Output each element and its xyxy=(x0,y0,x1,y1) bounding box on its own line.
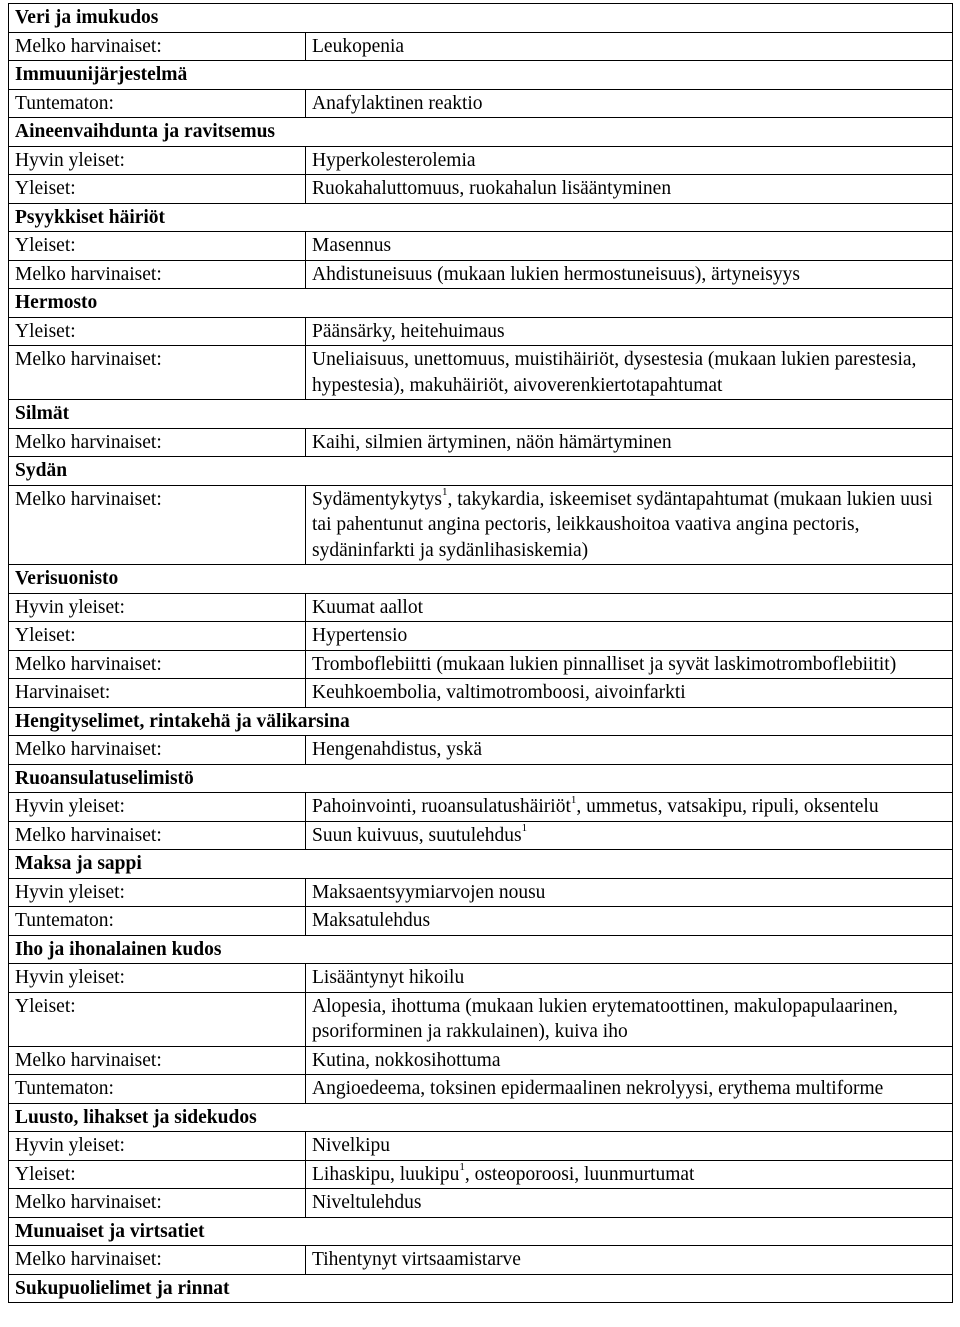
effect-text: Alopesia, ihottuma (mukaan lukien erytematoottinen, makulopapulaarinen, psoriforminen ja rakkulainen), kuiva iho xyxy=(312,995,898,1042)
table-row xyxy=(9,622,953,651)
section-header-row xyxy=(9,61,953,90)
section-header-row xyxy=(9,1103,953,1132)
frequency-cell: Melko harvinaiset: xyxy=(9,485,306,565)
effect-text: Kaihi, silmien ärtyminen, näön hämärtyminen xyxy=(312,431,672,453)
section-header-row xyxy=(9,764,953,793)
frequency-cell: Melko harvinaiset: xyxy=(9,821,306,850)
table-row xyxy=(9,679,953,708)
table-row xyxy=(9,89,953,118)
frequency-cell: Melko harvinaiset: xyxy=(9,32,306,61)
frequency-cell: Yleiset: xyxy=(9,317,306,346)
table-row xyxy=(9,793,953,822)
effect-text: Hengenahdistus, yskä xyxy=(312,739,483,760)
table-row xyxy=(9,878,953,907)
effect-text: Pahoinvointi, ruoansulatushäiriöt xyxy=(312,796,571,817)
section-header-row xyxy=(9,4,953,33)
table-row xyxy=(9,964,953,993)
effect-cell xyxy=(306,146,953,175)
effect-text: Kutina, nokkosihottuma xyxy=(312,1049,501,1071)
effect-text: Anafylaktinen reaktio xyxy=(312,92,483,114)
effect-cell xyxy=(306,1046,953,1075)
effect-text: Keuhkoembolia, valtimotromboosi, aivoinfarkti xyxy=(312,682,686,703)
effect-text: Niveltulehdus xyxy=(312,1192,422,1213)
effect-cell xyxy=(306,992,953,1046)
frequency-cell: Melko harvinaiset: xyxy=(9,260,306,289)
frequency-cell: Yleiset: xyxy=(9,1160,306,1189)
table-row xyxy=(9,821,953,850)
effect-cell xyxy=(306,793,953,822)
effect-text: Uneliaisuus, unettomuus, muistihäiriöt, dysestesia (mukaan lukien parestesia, hypestesia), makuhäiriöt, aivoverenkiertotapahtumat xyxy=(312,349,917,396)
effect-text-continued: , takykardia, iskeemiset sydäntapahtumat (mukaan lukien uusi tai pahentunut angina pectoris, leikkaushoitoa vaativa angina pectoris, sydäninfarkti ja sydänlihasiskemia) xyxy=(312,488,933,561)
table-row xyxy=(9,175,953,204)
frequency-cell: Tuntematon: xyxy=(9,907,306,936)
effect-cell xyxy=(306,32,953,61)
effect-text: Ahdistuneisuus (mukaan lukien hermostuneisuus), ärtyneisyys xyxy=(312,263,800,285)
effect-cell xyxy=(306,1075,953,1104)
footnote-marker: 1 xyxy=(442,486,448,498)
effect-text: Maksaentsyymiarvojen nousu xyxy=(312,881,546,903)
frequency-cell: Hyvin yleiset: xyxy=(9,593,306,622)
section-title: Luusto, lihakset ja sidekudos xyxy=(9,1103,953,1132)
effect-text: Lihaskipu, luukipu xyxy=(312,1163,460,1185)
effect-text: Angioedeema, toksinen epidermaalinen nekrolyysi, erythema multiforme xyxy=(312,1078,884,1099)
effect-text: Hypertensio xyxy=(312,625,408,646)
section-header-row xyxy=(9,203,953,232)
table-row xyxy=(9,907,953,936)
effect-text: Päänsärky, heitehuimaus xyxy=(312,320,505,342)
table-row xyxy=(9,1160,953,1189)
effect-cell xyxy=(306,964,953,993)
frequency-cell: Hyvin yleiset: xyxy=(9,1132,306,1161)
effect-cell xyxy=(306,878,953,907)
table-row xyxy=(9,1246,953,1275)
section-title: Iho ja ihonalainen kudos xyxy=(9,935,953,964)
section-header-row xyxy=(9,565,953,594)
effect-text: Tromboflebiitti (mukaan lukien pinnalliset ja syvät laskimotromboflebiitit) xyxy=(312,653,897,675)
section-header-row xyxy=(9,1217,953,1246)
section-title: Veri ja imukudos xyxy=(9,4,953,33)
section-title: Psyykkiset häiriöt xyxy=(9,203,953,232)
frequency-cell: Melko harvinaiset: xyxy=(9,1246,306,1275)
section-title: Maksa ja sappi xyxy=(9,850,953,879)
frequency-cell: Melko harvinaiset: xyxy=(9,1046,306,1075)
section-title: Immuunijärjestelmä xyxy=(9,61,953,90)
frequency-cell: Melko harvinaiset: xyxy=(9,1189,306,1218)
effect-cell xyxy=(306,346,953,400)
table-row xyxy=(9,1132,953,1161)
effect-text: Leukopenia xyxy=(312,35,405,57)
section-header-row xyxy=(9,289,953,318)
effect-cell xyxy=(306,428,953,457)
effect-text: Maksatulehdus xyxy=(312,910,431,931)
effect-text: Sydämentykytys xyxy=(312,488,442,510)
table-row xyxy=(9,260,953,289)
section-title: Hengityselimet, rintakehä ja välikarsina xyxy=(9,707,953,736)
section-header-row xyxy=(9,707,953,736)
adverse-effects-table-body xyxy=(9,4,953,1303)
frequency-cell: Hyvin yleiset: xyxy=(9,964,306,993)
effect-text-continued: , osteoporoosi, luunmurtumat xyxy=(464,1163,695,1185)
effect-text: Nivelkipu xyxy=(312,1135,390,1156)
frequency-cell: Hyvin yleiset: xyxy=(9,793,306,822)
footnote-marker: 1 xyxy=(521,822,528,834)
effect-text: Suun kuivuus, suutulehdus xyxy=(312,824,522,846)
section-title: Munuaiset ja virtsatiet xyxy=(9,1217,953,1246)
effect-cell xyxy=(306,317,953,346)
effect-text: Tihentynyt virtsaamistarve xyxy=(312,1249,521,1270)
effect-text: Ruokahaluttomuus, ruokahalun lisääntyminen xyxy=(312,178,672,199)
effect-cell xyxy=(306,679,953,708)
table-row xyxy=(9,232,953,261)
frequency-cell: Yleiset: xyxy=(9,175,306,204)
table-row xyxy=(9,346,953,400)
frequency-cell: Harvinaiset: xyxy=(9,679,306,708)
frequency-cell: Yleiset: xyxy=(9,992,306,1046)
effect-cell xyxy=(306,260,953,289)
effect-cell xyxy=(306,622,953,651)
effect-cell xyxy=(306,89,953,118)
table-row xyxy=(9,1075,953,1104)
section-header-row xyxy=(9,400,953,429)
table-row xyxy=(9,146,953,175)
effect-text: Kuumat aallot xyxy=(312,596,424,618)
effect-cell xyxy=(306,1132,953,1161)
effect-text: Masennus xyxy=(312,235,392,256)
frequency-cell: Hyvin yleiset: xyxy=(9,878,306,907)
frequency-cell: Hyvin yleiset: xyxy=(9,146,306,175)
effect-cell xyxy=(306,485,953,565)
frequency-cell: Melko harvinaiset: xyxy=(9,346,306,400)
section-header-row xyxy=(9,850,953,879)
table-row xyxy=(9,1189,953,1218)
frequency-cell: Tuntematon: xyxy=(9,89,306,118)
footnote-marker: 1 xyxy=(459,1161,465,1173)
effect-cell xyxy=(306,1246,953,1275)
adverse-effects-table xyxy=(8,3,953,1303)
frequency-cell: Melko harvinaiset: xyxy=(9,650,306,679)
section-title: Sukupuolielimet ja rinnat xyxy=(9,1274,953,1303)
section-title: Aineenvaihdunta ja ravitsemus xyxy=(9,118,953,147)
section-header-row xyxy=(9,935,953,964)
section-header-row xyxy=(9,1274,953,1303)
table-row xyxy=(9,317,953,346)
table-row xyxy=(9,593,953,622)
effect-cell xyxy=(306,232,953,261)
effect-cell xyxy=(306,1160,953,1189)
frequency-cell: Melko harvinaiset: xyxy=(9,736,306,765)
effect-text-continued: , ummetus, vatsakipu, ripuli, oksentelu xyxy=(576,796,879,817)
effect-text: Lisääntynyt hikoilu xyxy=(312,967,465,988)
effect-cell xyxy=(306,736,953,765)
table-row xyxy=(9,650,953,679)
effect-cell xyxy=(306,907,953,936)
frequency-cell: Tuntematon: xyxy=(9,1075,306,1104)
table-row xyxy=(9,736,953,765)
table-row xyxy=(9,992,953,1046)
section-title: Verisuonisto xyxy=(9,565,953,594)
effect-cell xyxy=(306,650,953,679)
table-row xyxy=(9,485,953,565)
table-row xyxy=(9,1046,953,1075)
section-header-row xyxy=(9,457,953,486)
section-title: Ruoansulatuselimistö xyxy=(9,764,953,793)
effect-text: Hyperkolesterolemia xyxy=(312,149,476,171)
section-title: Hermosto xyxy=(9,289,953,318)
table-row xyxy=(9,428,953,457)
effect-cell xyxy=(306,175,953,204)
footnote-marker: 1 xyxy=(570,793,577,806)
effect-cell xyxy=(306,593,953,622)
frequency-cell: Yleiset: xyxy=(9,622,306,651)
effect-cell xyxy=(306,821,953,850)
section-title: Silmät xyxy=(9,400,953,429)
section-header-row xyxy=(9,118,953,147)
frequency-cell: Yleiset: xyxy=(9,232,306,261)
effect-cell xyxy=(306,1189,953,1218)
frequency-cell: Melko harvinaiset: xyxy=(9,428,306,457)
section-title: Sydän xyxy=(9,457,953,486)
table-row xyxy=(9,32,953,61)
